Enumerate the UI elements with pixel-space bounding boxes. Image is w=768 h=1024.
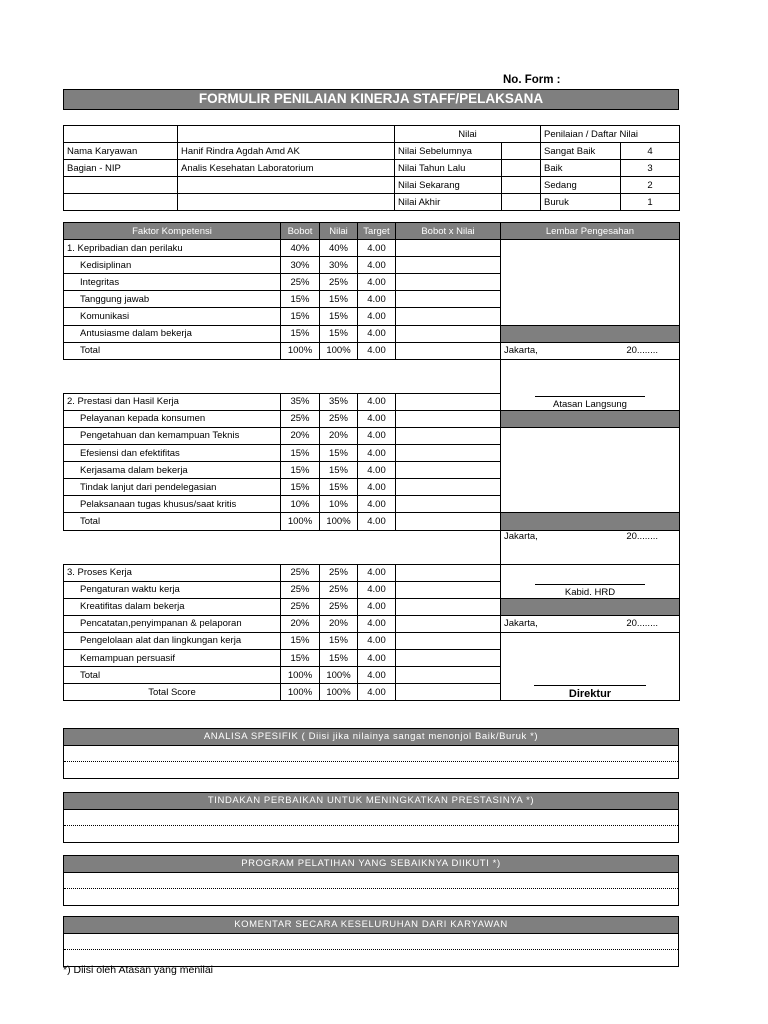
total-label: Total [64,667,281,684]
bobot-cell: 25% [281,598,320,615]
bobot-cell: 40% [281,240,320,257]
employee-info-table [63,125,680,211]
nilai-cell: 25% [320,274,358,291]
bxn-cell[interactable] [396,445,501,462]
col-pengesahan: Lembar Pengesahan [501,223,680,240]
target-cell: 4.00 [358,615,396,632]
col-faktor: Faktor Kompetensi [64,223,281,240]
dept-field[interactable]: Analis Kesehatan Laboratorium [178,160,395,177]
item-label: Pengetahuan dan kemampuan Teknis [64,427,281,444]
nilai-label: Nilai Sekarang [395,177,502,194]
scale-label: Baik [541,160,621,177]
item-label: Tindak lanjut dari pendelegasian [64,479,281,496]
analisa-spesifik-section [63,728,679,779]
bxn-cell[interactable] [396,393,501,410]
bobot-cell: 100% [281,513,320,530]
text-line[interactable] [64,746,678,762]
signature-kabid: Kabid. HRD [535,584,645,598]
target-cell: 4.00 [358,462,396,479]
bxn-cell[interactable] [396,291,501,308]
scale-value: 2 [621,177,680,194]
tindakan-perbaikan-section [63,792,679,843]
item-label: Kemampuan persuasif [64,649,281,666]
section-header: PROGRAM PELATIHAN YANG SEBAIKNYA DIIKUTI *) [64,856,678,873]
item-label: Kreatifitas dalam bekerja [64,598,281,615]
nilai-field[interactable] [502,177,541,194]
bxn-cell[interactable] [396,462,501,479]
bxn-cell[interactable] [396,513,501,530]
nilai-cell: 15% [320,632,358,649]
signature-box [501,240,680,325]
signature-date: 20........ [626,618,658,630]
bxn-cell[interactable] [396,274,501,291]
nilai-cell: 25% [320,598,358,615]
form-number-label: No. Form : [503,74,561,86]
bxn-cell[interactable] [396,632,501,649]
nilai-cell: 100% [320,513,358,530]
bobot-cell: 15% [281,445,320,462]
nilai-label: Nilai Akhir [395,194,502,211]
nilai-label: Nilai Tahun Lalu [395,160,502,177]
signature-date: 20........ [626,530,658,542]
nilai-cell: 15% [320,445,358,462]
signature-place: Jakarta, [504,530,538,542]
total-score-nilai: 100% [320,684,358,701]
item-label: Efesiensi dan efektifitas [64,445,281,462]
form-title: FORMULIR PENILAIAN KINERJA STAFF/PELAKSANA [63,89,679,110]
signature-date-row [501,615,680,632]
nilai-label: Nilai Sebelumnya [395,143,502,160]
target-cell: 4.00 [358,649,396,666]
target-cell: 4.00 [358,513,396,530]
bxn-cell[interactable] [396,649,501,666]
target-cell: 4.00 [358,308,396,325]
group-title: 1. Kepribadian dan perilaku [64,240,281,257]
nilai-cell: 15% [320,649,358,666]
nilai-cell: 15% [320,308,358,325]
blank-cell [178,177,395,194]
scale-value: 1 [621,194,680,211]
bxn-cell[interactable] [396,581,501,598]
bobot-cell: 35% [281,393,320,410]
signature-direktur: Direktur [534,685,646,700]
signature-place: Jakarta, [504,345,538,357]
nilai-cell: 35% [320,393,358,410]
nilai-cell: 15% [320,325,358,342]
bobot-cell: 25% [281,410,320,427]
bxn-cell[interactable] [396,598,501,615]
bxn-cell[interactable] [396,308,501,325]
signature-date-row [501,342,680,359]
spacer [64,359,501,393]
nilai-cell: 15% [320,462,358,479]
target-cell: 4.00 [358,632,396,649]
blank-cell [64,194,178,211]
nilai-cell: 30% [320,257,358,274]
bxn-cell[interactable] [396,667,501,684]
bxn-cell[interactable] [396,496,501,513]
bobot-cell: 25% [281,564,320,581]
target-cell: 4.00 [358,410,396,427]
target-cell: 4.00 [358,598,396,615]
target-cell: 4.00 [358,427,396,444]
bxn-cell[interactable] [396,479,501,496]
blank-cell [64,126,178,143]
bobot-cell: 15% [281,462,320,479]
nilai-cell: 20% [320,427,358,444]
program-pelatihan-section [63,855,679,906]
target-cell: 4.00 [358,479,396,496]
signature-block [501,632,680,700]
total-score-label: Total Score [64,684,281,701]
target-cell: 4.00 [358,564,396,581]
signature-place: Jakarta, [504,618,538,630]
col-bobot: Bobot [281,223,320,240]
item-label: Pencatatan,penyimpanan & pelaporan [64,615,281,632]
bobot-cell: 25% [281,274,320,291]
target-cell: 4.00 [358,667,396,684]
nilai-cell: 100% [320,667,358,684]
signature-bar [501,410,680,427]
item-label: Antusiasme dalam bekerja [64,325,281,342]
scale-value: 3 [621,160,680,177]
dept-label: Bagian - NIP [64,160,178,177]
blank-cell [178,194,395,211]
col-target: Target [358,223,396,240]
nilai-cell: 15% [320,291,358,308]
signature-date: 20........ [626,345,658,357]
bobot-cell: 15% [281,291,320,308]
text-line[interactable] [64,889,678,905]
name-field[interactable]: Hanif Rindra Agdah Amd AK [178,143,395,160]
signature-block [501,359,680,410]
bobot-cell: 15% [281,479,320,496]
col-bobot-x-nilai: Bobot x Nilai [396,223,501,240]
footnote: *) Diisi oleh Atasan yang menilai [63,964,213,976]
blank-cell [178,126,395,143]
target-cell: 4.00 [358,445,396,462]
scale-label: Sedang [541,177,621,194]
bobot-cell: 20% [281,615,320,632]
signature-block [501,564,680,598]
target-cell: 4.00 [358,581,396,598]
target-cell: 4.00 [358,393,396,410]
nilai-header: Nilai [395,126,541,143]
scale-label: Sangat Baik [541,143,621,160]
target-cell: 4.00 [358,325,396,342]
bobot-cell: 10% [281,496,320,513]
item-label: Komunikasi [64,308,281,325]
target-cell: 4.00 [358,257,396,274]
bobot-cell: 30% [281,257,320,274]
scale-label: Buruk [541,194,621,211]
signature-bar [501,598,680,615]
section-header: ANALISA SPESIFIK ( Diisi jika nilainya sangat menonjol Baik/Buruk *) [64,729,678,746]
target-cell: 4.00 [358,240,396,257]
nilai-cell: 100% [320,342,358,359]
name-label: Nama Karyawan [64,143,178,160]
komentar-karyawan-section [63,916,679,967]
total-score-bobot: 100% [281,684,320,701]
bxn-cell[interactable] [396,325,501,342]
text-line[interactable] [64,826,678,842]
bxn-cell[interactable] [396,427,501,444]
item-label: Pelayanan kepada konsumen [64,410,281,427]
nilai-field[interactable] [502,160,541,177]
nilai-field[interactable] [502,194,541,211]
bobot-cell: 15% [281,632,320,649]
bxn-cell[interactable] [396,257,501,274]
group-title: 2. Prestasi dan Hasil Kerja [64,393,281,410]
signature-date-row [501,530,680,564]
col-nilai: Nilai [320,223,358,240]
nilai-cell: 25% [320,410,358,427]
target-cell: 4.00 [358,291,396,308]
bobot-cell: 15% [281,649,320,666]
bobot-cell: 20% [281,427,320,444]
target-cell: 4.00 [358,496,396,513]
target-cell: 4.00 [358,342,396,359]
text-line[interactable] [64,873,678,889]
section-header: KOMENTAR SECARA KESELURUHAN DARI KARYAWAN [64,917,678,934]
text-line[interactable] [64,810,678,826]
nilai-cell: 15% [320,479,358,496]
total-score-target: 4.00 [358,684,396,701]
signature-bar [501,513,680,530]
competency-table [63,222,680,701]
spacer [64,530,501,564]
bobot-cell: 100% [281,342,320,359]
item-label: Pengelolaan alat dan lingkungan kerja [64,632,281,649]
scale-header: Penilaian / Daftar Nilai [541,126,680,143]
total-label: Total [64,513,281,530]
item-label: Tanggung jawab [64,291,281,308]
item-label: Integritas [64,274,281,291]
bobot-cell: 100% [281,667,320,684]
item-label: Kerjasama dalam bekerja [64,462,281,479]
nilai-cell: 40% [320,240,358,257]
bxn-cell[interactable] [396,410,501,427]
bxn-cell[interactable] [396,564,501,581]
nilai-cell: 20% [320,615,358,632]
item-label: Kedisiplinan [64,257,281,274]
group-title: 3. Proses Kerja [64,564,281,581]
blank-cell [64,177,178,194]
total-label: Total [64,342,281,359]
bobot-cell: 25% [281,581,320,598]
target-cell: 4.00 [358,274,396,291]
nilai-field[interactable] [502,143,541,160]
signature-box [501,427,680,512]
item-label: Pelaksanaan tugas khusus/saat kritis [64,496,281,513]
scale-value: 4 [621,143,680,160]
text-line[interactable] [64,762,678,778]
signature-atasan: Atasan Langsung [535,396,645,410]
bxn-cell[interactable] [396,240,501,257]
bxn-cell[interactable] [396,342,501,359]
nilai-cell: 25% [320,581,358,598]
bobot-cell: 15% [281,308,320,325]
item-label: Pengaturan waktu kerja [64,581,281,598]
text-line[interactable] [64,934,678,950]
total-score-bxn[interactable] [396,684,501,701]
section-header: TINDAKAN PERBAIKAN UNTUK MENINGKATKAN PRESTASINYA *) [64,793,678,810]
nilai-cell: 25% [320,564,358,581]
signature-bar [501,325,680,342]
bxn-cell[interactable] [396,615,501,632]
bobot-cell: 15% [281,325,320,342]
nilai-cell: 10% [320,496,358,513]
